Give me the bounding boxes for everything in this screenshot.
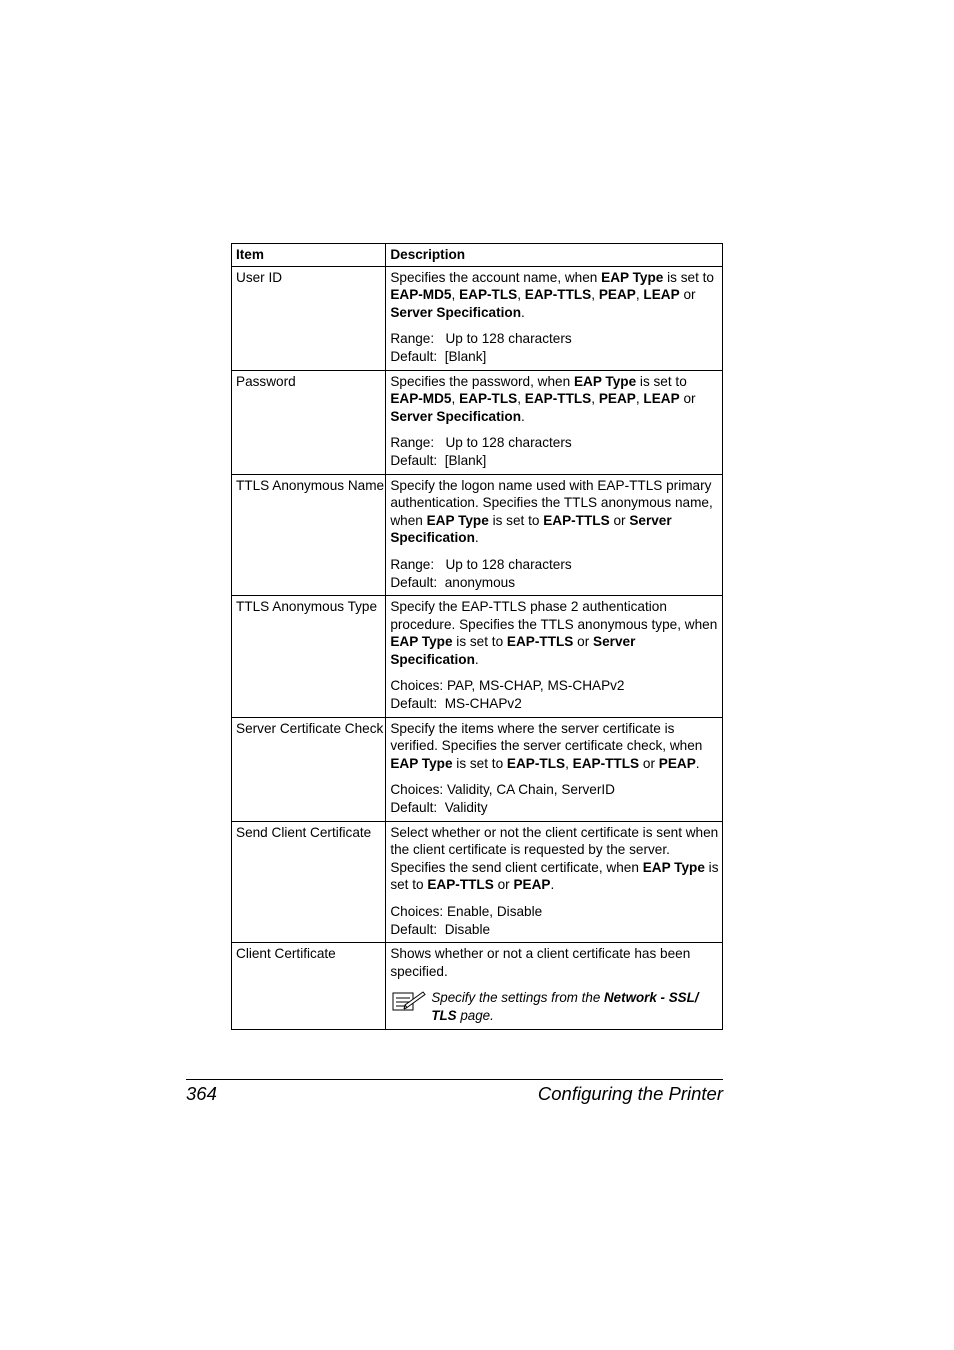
item-cell: User ID (232, 266, 386, 370)
bold-term: EAP Type (426, 512, 489, 528)
table-row (232, 474, 723, 596)
description-text (390, 824, 721, 894)
default-value: Default: [Blank] (390, 348, 487, 364)
text-run: Specifies the account name, when (390, 269, 602, 285)
text-run: Shows whether or not a client certificate has been specified. (390, 946, 691, 979)
text-run: . (474, 651, 479, 667)
text-run: is set to (452, 634, 507, 650)
text-run: , (565, 755, 573, 771)
text-run: or (679, 287, 696, 303)
description-text (390, 945, 721, 980)
text-run: or (573, 634, 594, 650)
table-header-row (232, 244, 723, 267)
table-body (232, 266, 723, 1030)
table-row (232, 596, 723, 718)
bold-term: EAP Type (390, 634, 453, 650)
bold-term: PEAP (658, 755, 696, 771)
bold-term: EAP-TTLS (506, 634, 574, 650)
value-lines (390, 330, 721, 365)
description-cell (386, 596, 723, 718)
table-row (232, 943, 723, 1030)
text-run: , (635, 391, 644, 407)
text-run: is set to (390, 859, 719, 893)
range-or-choices: Range: Up to 128 characters (390, 331, 572, 347)
table-row (232, 370, 723, 474)
value-lines (390, 556, 721, 591)
text-run: , (517, 391, 525, 407)
item-cell: Password (232, 370, 386, 474)
table-row (232, 717, 723, 821)
bold-term: EAP-TTLS (524, 391, 592, 407)
settings-table (231, 243, 723, 1030)
bold-term: EAP-TTLS (427, 877, 494, 893)
text-run: , (635, 287, 644, 303)
value-lines (390, 677, 721, 712)
bold-term: EAP-TLS (459, 391, 518, 407)
item-cell: Client Certificate (232, 943, 386, 1030)
footer-rule (186, 1079, 723, 1080)
text-run: is set to (636, 373, 687, 389)
text-run: page. (456, 1007, 494, 1023)
bold-term: EAP-TTLS (572, 755, 640, 771)
text-run: Select whether or not the client certificate is sent when the client certificate is requested by the server. Specifies the send client certificate, when (390, 824, 719, 875)
bold-term: EAP Type (573, 373, 637, 389)
text-run: . (695, 755, 700, 771)
range-or-choices: Choices: PAP, MS-CHAP, MS-CHAPv2 (390, 678, 625, 694)
range-or-choices: Choices: Validity, CA Chain, ServerID (390, 782, 615, 798)
text-run: Specify the settings from the (431, 990, 604, 1006)
note-pencil-icon (392, 990, 426, 1014)
note-block (390, 989, 721, 1025)
value-lines (390, 903, 721, 938)
text-run: Specify the EAP-TTLS phase 2 authentication procedure. Specifies the TTLS anonymous type, when (390, 599, 718, 632)
description-cell (386, 370, 723, 474)
bold-term: LEAP (643, 391, 680, 407)
page-number: 364 (186, 1083, 217, 1104)
table-row (232, 821, 723, 943)
description-text (390, 598, 721, 668)
default-value: Default: MS-CHAPv2 (390, 696, 522, 712)
description-cell (386, 821, 723, 943)
bold-term: Server Specification (390, 304, 522, 320)
bold-term: EAP-MD5 (390, 287, 452, 303)
bold-term: Network - SSL/ TLS (431, 990, 699, 1023)
bold-term: LEAP (643, 287, 680, 303)
item-cell: TTLS Anonymous Name (232, 474, 386, 596)
text-run: . (550, 877, 555, 893)
text-run: Specify the logon name used with EAP-TTLS primary authentication. Specifies the TTLS anonymous name, when (390, 477, 713, 528)
default-value: Default: [Blank] (390, 452, 487, 468)
header-description: Description (386, 244, 723, 267)
item-cell: Send Client Certificate (232, 821, 386, 943)
default-value: Default: Disable (390, 921, 491, 937)
text-run: . (521, 408, 525, 424)
description-text (390, 477, 721, 547)
text-run: . (521, 304, 525, 320)
range-or-choices: Range: Up to 128 characters (390, 556, 572, 572)
text-run: is set to (452, 755, 507, 771)
table-row (232, 266, 723, 370)
bold-term: Server Specification (390, 408, 522, 424)
description-text (390, 373, 721, 426)
text-run: Specifies the password, when (390, 373, 574, 389)
value-lines (390, 434, 721, 469)
bold-term: EAP-MD5 (390, 391, 452, 407)
text-run: , (591, 287, 599, 303)
bold-term: PEAP (598, 391, 636, 407)
text-run: is set to (663, 269, 714, 285)
range-or-choices: Range: Up to 128 characters (390, 435, 572, 451)
text-run: or (493, 877, 514, 893)
bold-term: EAP Type (642, 859, 705, 875)
default-value: Default: Validity (390, 800, 488, 816)
description-text (390, 720, 721, 773)
bold-term: EAP-TLS (506, 755, 566, 771)
bold-term: PEAP (598, 287, 636, 303)
text-run: , (517, 287, 525, 303)
range-or-choices: Choices: Enable, Disable (390, 904, 543, 919)
note-text (431, 989, 721, 1024)
text-run: Specify the items where the server certificate is verified. Specifies the server certificate check, when (390, 720, 703, 754)
item-cell: Server Certificate Check (232, 717, 386, 821)
bold-term: EAP Type (601, 269, 664, 285)
text-run: . (474, 530, 479, 546)
text-run: or (639, 755, 659, 771)
text-run: , (451, 287, 460, 303)
bold-term: PEAP (513, 877, 551, 893)
item-cell: TTLS Anonymous Type (232, 596, 386, 718)
description-cell (386, 266, 723, 370)
text-run: or (609, 512, 630, 528)
header-item: Item (232, 244, 386, 267)
text-run: , (591, 391, 599, 407)
description-cell (386, 474, 723, 596)
bold-term: EAP-TLS (459, 287, 518, 303)
default-value: Default: anonymous (390, 574, 515, 590)
text-run: is set to (488, 512, 544, 528)
bold-term: EAP-TTLS (543, 512, 610, 528)
description-cell (386, 717, 723, 821)
text-run: or (679, 391, 696, 407)
bold-term: EAP-TTLS (524, 287, 592, 303)
bold-term: Server Specification (390, 634, 636, 667)
bold-term: Server Specification (390, 512, 672, 546)
description-cell (386, 943, 723, 1030)
bold-term: EAP Type (390, 755, 453, 771)
description-text (390, 269, 721, 322)
text-run: , (451, 391, 460, 407)
chapter-title: Configuring the Printer (537, 1083, 723, 1104)
value-lines (390, 781, 721, 816)
